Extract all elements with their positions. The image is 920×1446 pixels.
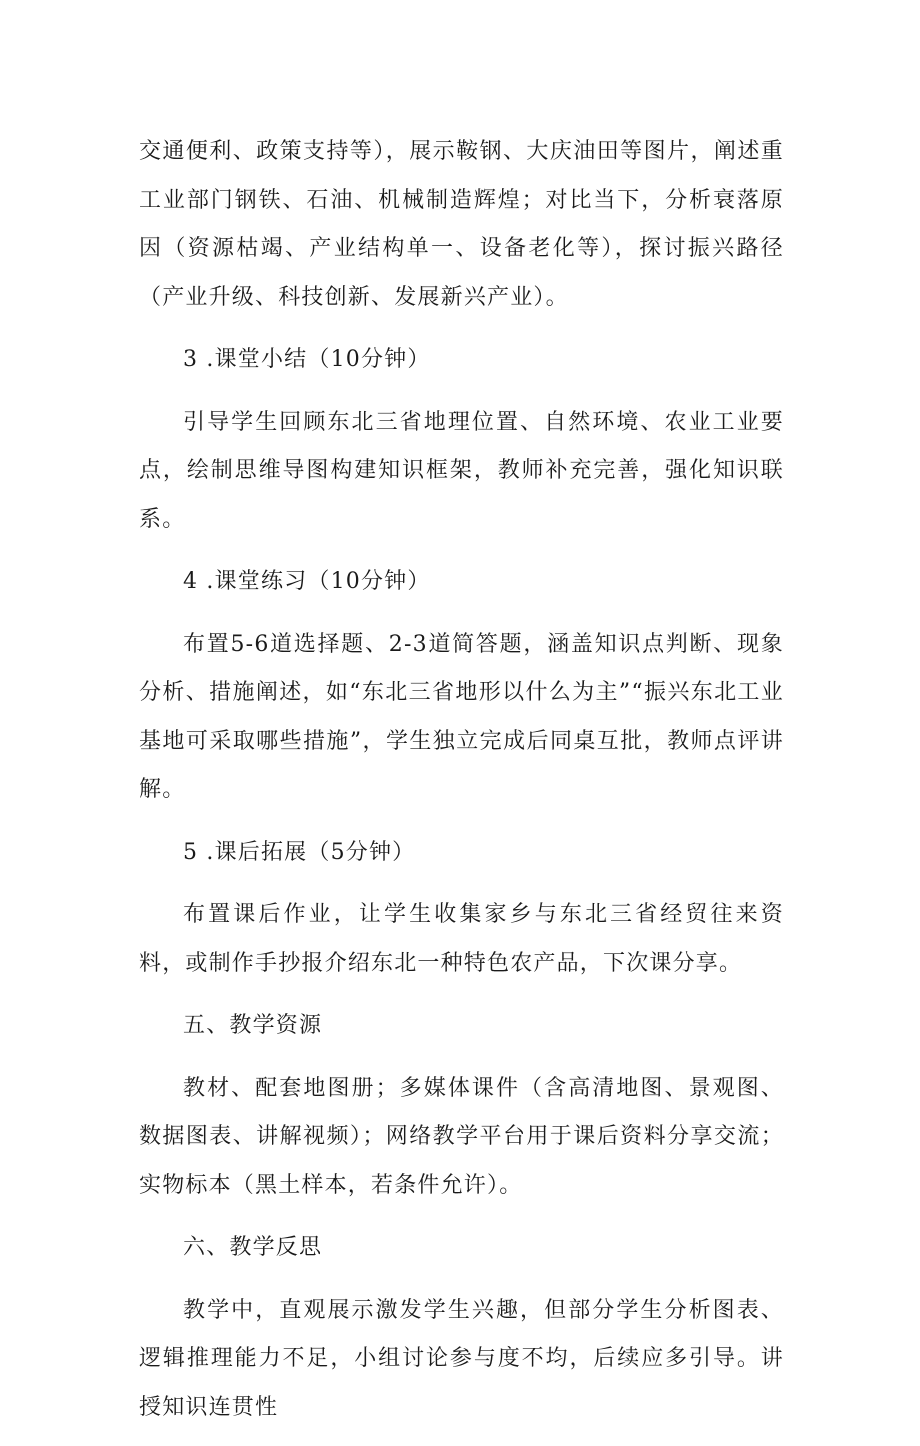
heading-class-practice: 4 .课堂练习（10分钟） (183, 569, 431, 594)
paragraph-after-class-extension: 布置课后作业，让学生收集家乡与东北三省经贸往来资料，或制作手抄报介绍东北一种特色农产品，下次课分享。 (139, 902, 784, 976)
paragraph-teaching-resources: 教材、配套地图册；多媒体课件（含高清地图、景观图、数据图表、讲解视频）；网络教学平台用于课后资料分享交流；实物标本（黑土样本，若条件允许）。 (139, 1075, 784, 1198)
heading-class-summary: 3 .课堂小结（10分钟） (183, 347, 431, 372)
paragraph-teaching-reflection: 教学中，直观展示激发学生兴趣，但部分学生分析图表、逻辑推理能力不足，小组讨论参与度不均，后续应多引导。讲授知识连贯性 (139, 1297, 784, 1420)
heading-teaching-resources: 五、教学资源 (183, 1013, 323, 1038)
paragraph-class-practice: 布置5-6道选择题、2-3道简答题，涵盖知识点判断、现象分析、措施阐述，如“东北三省地形以什么为主”“振兴东北工业基地可采取哪些措施”，学生独立完成后同桌互批，教师点评讲解。 (139, 631, 784, 802)
paragraph-continuation: 交通便利、政策支持等），展示鞍钢、大庆油田等图片，阐述重工业部门钢铁、石油、机械制造辉煌；对比当下，分析衰落原因（资源枯竭、产业结构单一、设备老化等），探讨振兴路径（产业升级、科技创新、发展新兴产业）。 (139, 139, 784, 310)
paragraph-class-summary: 引导学生回顾东北三省地理位置、自然环境、农业工业要点，绘制思维导图构建知识框架，教师补充完善，强化知识联系。 (139, 409, 784, 532)
document-body (139, 128, 784, 1446)
heading-teaching-reflection: 六、教学反思 (183, 1235, 323, 1260)
heading-after-class-extension: 5 .课后拓展（5分钟） (183, 839, 416, 865)
